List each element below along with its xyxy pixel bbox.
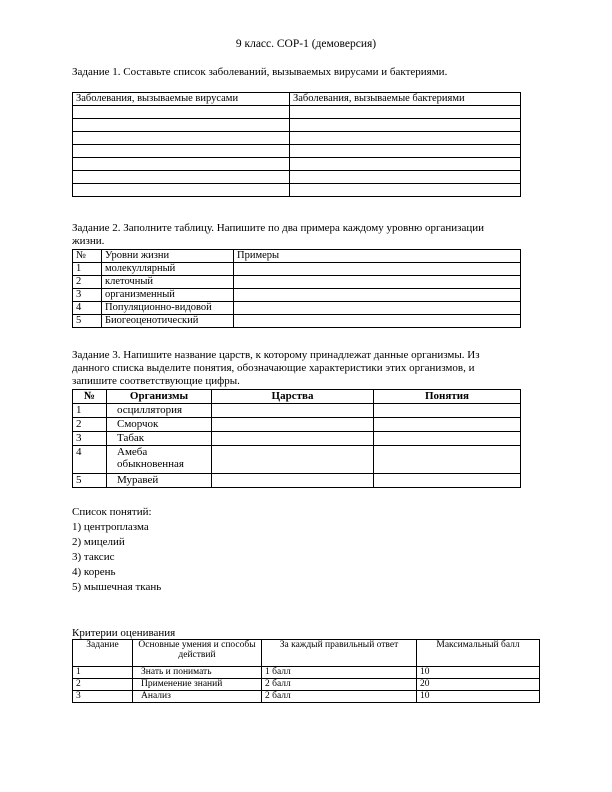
table-cell[interactable]	[290, 119, 521, 132]
table-cell: 2 балл	[262, 691, 417, 703]
kingdom-cell[interactable]	[212, 404, 374, 418]
table-row	[73, 119, 521, 132]
table-cell: 2 балл	[262, 679, 417, 691]
kingdom-cell[interactable]	[212, 418, 374, 432]
table-row	[73, 679, 540, 691]
table-row	[73, 315, 521, 328]
organism-name: Сморчок	[107, 418, 212, 432]
list-item: 3) таксис	[72, 551, 115, 563]
table-row	[73, 106, 521, 119]
table-cell[interactable]	[73, 158, 290, 171]
kingdom-cell[interactable]	[212, 474, 374, 488]
table-cell: 10	[417, 691, 540, 703]
table-header-cell: Заболевания, вызываемые вирусами	[73, 93, 290, 106]
kingdom-cell[interactable]	[212, 446, 374, 474]
examples-cell[interactable]	[234, 289, 521, 302]
organism-name: Амеба обыкновенная	[107, 446, 212, 474]
table-row	[73, 390, 521, 404]
table-header-cell: Основные умения и способы действий	[133, 640, 262, 667]
list-item: 4) корень	[72, 566, 116, 578]
concepts-cell[interactable]	[374, 474, 521, 488]
task2-table	[72, 249, 521, 328]
table-header-cell: Примеры	[234, 250, 521, 263]
life-level: клеточный	[102, 276, 234, 289]
row-number: 5	[73, 474, 107, 488]
table-row	[73, 691, 540, 703]
row-number: 2	[73, 276, 102, 289]
task2-text-line2: жизни.	[72, 235, 105, 247]
table-cell[interactable]	[73, 145, 290, 158]
task3-text-line1: Задание 3. Напишите название царств, к которому принадлежат данные организмы. Из	[72, 349, 480, 361]
table-row	[73, 289, 521, 302]
table-cell: Анализ	[133, 691, 262, 703]
table-row	[73, 158, 521, 171]
table-cell[interactable]	[73, 184, 290, 197]
page-title: 9 класс. СОР-1 (демоверсия)	[235, 38, 377, 50]
table-header-cell: №	[73, 390, 107, 404]
table-row	[73, 640, 540, 667]
table-cell[interactable]	[290, 132, 521, 145]
table-cell[interactable]	[290, 184, 521, 197]
life-level: молекуллярный	[102, 263, 234, 276]
table-header-cell: Задание	[73, 640, 133, 667]
table-cell[interactable]	[290, 145, 521, 158]
table-cell: 1	[73, 667, 133, 679]
table-cell[interactable]	[73, 119, 290, 132]
table-header-cell: №	[73, 250, 102, 263]
concepts-heading: Список понятий:	[72, 506, 152, 518]
table-cell: Знать и понимать	[133, 667, 262, 679]
task1-text: Задание 1. Составьте список заболеваний, вызываемых вирусами и бактериями.	[72, 66, 448, 78]
row-number: 1	[73, 263, 102, 276]
task3-text-line3: запишите соответствующие цифры.	[72, 375, 240, 387]
table-cell: 2	[73, 679, 133, 691]
table-row	[73, 145, 521, 158]
row-number: 5	[73, 315, 102, 328]
task2-text-line1: Задание 2. Заполните таблицу. Напишите по два примера каждому уровню организации	[72, 222, 485, 234]
table-row	[73, 446, 521, 474]
list-item: 2) мицелий	[72, 536, 125, 548]
table-row	[73, 474, 521, 488]
table-row	[73, 432, 521, 446]
table-header-cell: Организмы	[107, 390, 212, 404]
table-row	[73, 263, 521, 276]
life-level: Популяционно-видовой	[102, 302, 234, 315]
life-level: Биогеоценотический	[102, 315, 234, 328]
table-cell: Применение знаний	[133, 679, 262, 691]
kingdom-cell[interactable]	[212, 432, 374, 446]
table-row	[73, 302, 521, 315]
table-row	[73, 276, 521, 289]
table-row	[73, 184, 521, 197]
concepts-cell[interactable]	[374, 404, 521, 418]
table-header-cell: Заболевания, вызываемые бактериями	[290, 93, 521, 106]
examples-cell[interactable]	[234, 315, 521, 328]
table-header-cell: Царства	[212, 390, 374, 404]
table-header-cell: Уровни жизни	[102, 250, 234, 263]
examples-cell[interactable]	[234, 263, 521, 276]
task3-table	[72, 389, 521, 488]
table-header-cell: Максимальный балл	[417, 640, 540, 667]
table-cell[interactable]	[290, 106, 521, 119]
row-number: 4	[73, 302, 102, 315]
table-row	[73, 418, 521, 432]
concepts-cell[interactable]	[374, 446, 521, 474]
table-cell: 10	[417, 667, 540, 679]
table-cell[interactable]	[290, 171, 521, 184]
table-cell: 1 балл	[262, 667, 417, 679]
table-cell[interactable]	[290, 158, 521, 171]
table-header-cell: Понятия	[374, 390, 521, 404]
row-number: 4	[73, 446, 107, 474]
table-row	[73, 250, 521, 263]
examples-cell[interactable]	[234, 302, 521, 315]
list-item: 1) центроплазма	[72, 521, 149, 533]
concepts-cell[interactable]	[374, 432, 521, 446]
organism-name: осциллятория	[107, 404, 212, 418]
organism-name: Табак	[107, 432, 212, 446]
table-row	[73, 171, 521, 184]
table-cell: 20	[417, 679, 540, 691]
examples-cell[interactable]	[234, 276, 521, 289]
table-cell[interactable]	[73, 106, 290, 119]
criteria-heading: Критерии оценивания	[72, 627, 176, 639]
row-number: 3	[73, 289, 102, 302]
table-row	[73, 132, 521, 145]
concepts-list	[72, 505, 161, 595]
task1-table	[72, 92, 521, 197]
table-cell[interactable]	[73, 171, 290, 184]
table-cell[interactable]	[73, 132, 290, 145]
organism-name: Муравей	[107, 474, 212, 488]
table-row	[73, 93, 521, 106]
row-number: 1	[73, 404, 107, 418]
table-cell: 3	[73, 691, 133, 703]
list-item: 5) мышечная ткань	[72, 581, 162, 593]
table-row	[73, 667, 540, 679]
criteria-table	[72, 639, 540, 703]
table-header-cell: За каждый правильный ответ	[262, 640, 417, 667]
life-level: организменный	[102, 289, 234, 302]
row-number: 3	[73, 432, 107, 446]
task3-text-line2: данного списка выделите понятия, обозначающие характеристики этих организмов, и	[72, 362, 475, 374]
concepts-cell[interactable]	[374, 418, 521, 432]
table-row	[73, 404, 521, 418]
row-number: 2	[73, 418, 107, 432]
